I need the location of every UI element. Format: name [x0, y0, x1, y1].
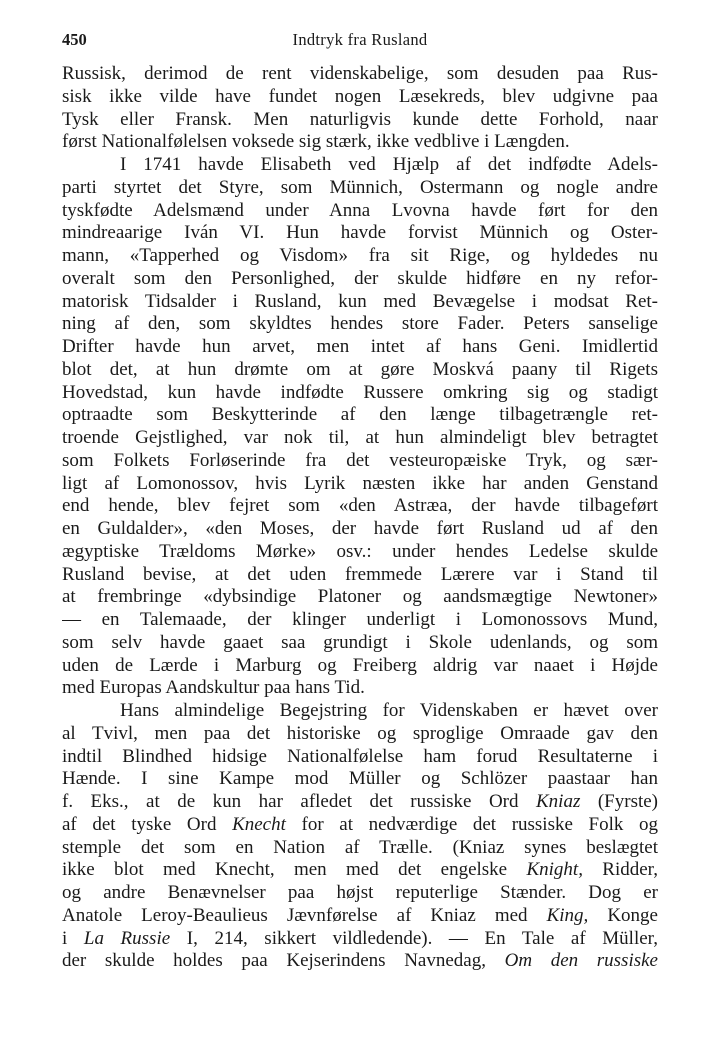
text-line: en Guldalder», «den Moses, der havde ført Rusland ud af den: [62, 518, 658, 539]
text-line: Drifter havde hun arvet, men intet af hans Geni. Imidlertid: [62, 336, 658, 357]
paragraph-start-line: Hans almindelige Begejstring for Videnskaben er hævet over: [120, 700, 658, 721]
text-line: [62, 928, 658, 951]
line-text: i: [62, 927, 84, 949]
text-line: Russisk, derimod de rent videnskabelige, som desuden paa Rus-: [62, 63, 658, 84]
line-text: (Fyrste): [580, 791, 658, 812]
line-text: I, 214, sikkert vildledende). — En Tale af Müller,: [170, 927, 658, 949]
line-text: Konge: [588, 904, 658, 926]
text-line: Tysk eller Fransk. Men naturligvis kunde dette Forhold, naar: [62, 108, 658, 130]
body-text: [62, 63, 658, 973]
text-line: ægyptiske Trældoms Mørke» osv.: under hendes Ledelse skulde: [62, 540, 658, 562]
text-line: al Tvivl, men paa det historiske og sproglige Omraade gav den: [62, 722, 658, 744]
text-line: at frembringe «dybsindige Platoner og aandsmægtige Newtoner»: [62, 586, 658, 608]
italic-term: King,: [546, 904, 589, 926]
line-text: f. Eks., at de kun har afledet det russiske Ord: [62, 791, 536, 812]
text-line: [62, 950, 658, 973]
line-text: ikke blot med Knecht, men med det engelske: [62, 859, 527, 881]
text-line: tyskfødte Adelsmænd under Anna Lvovna havde ført for den: [62, 199, 658, 221]
text-line: ning af den, som skyldtes hendes store Fader. Peters sanselige: [62, 313, 658, 335]
running-title: Indtryk fra Rusland: [292, 30, 428, 49]
text-line: Rusland bevise, at det uden fremmede Lærere var i Stand til: [62, 563, 658, 585]
text-line: stemple det som en Nation af Trælle. (Kniaz synes beslægtet: [62, 836, 658, 858]
text-line: først Nationalfølelsen voksede sig stærk, ikke vedblive i Længden.: [62, 131, 570, 153]
italic-term: Kniaz: [536, 791, 581, 812]
line-text: af det tyske Ord: [62, 813, 233, 835]
text-line: mindreaarige Iván VI. Hun havde forvist Münnich og Oster-: [62, 222, 658, 244]
text-line: med Europas Aandskultur paa hans Tid.: [62, 677, 365, 699]
line-text: for at nedværdige det russiske Folk og: [285, 813, 658, 835]
text-line: [62, 814, 658, 837]
text-line: som Folkets Forløserinde fra det vesteuropæiske Tryk, og sær-: [62, 449, 658, 471]
text-line: Hænde. I sine Kampe mod Müller og Schlözer paastaar han: [62, 768, 658, 790]
text-line: ligt af Lomonossov, hvis Lyrik næsten ikke har anden Genstand: [62, 472, 658, 494]
page-header: [62, 30, 658, 54]
text-line: som selv havde gaaet saa grundigt i Skole udenlands, og som: [62, 631, 658, 653]
text-line: troende Gejstlighed, var nok til, at hun almindeligt blev betragtet: [62, 427, 658, 448]
text-line: indtil Blindhed hidsige Nationalfølelse ham forud Resultaterne i: [62, 745, 658, 767]
text-line: [62, 905, 658, 928]
italic-title: La Russie: [83, 927, 171, 949]
paragraph-start-line: I 1741 havde Elisabeth ved Hjælp af det indfødte Adels-: [120, 154, 658, 175]
italic-term: Knight,: [526, 859, 583, 881]
text-line: optraadte som Beskytterinde af den længe tilbagetrængle ret-: [62, 404, 658, 426]
text-line: og andre Benævnelser paa højst reputerlige Stænder. Dog er: [62, 882, 658, 903]
italic-title: Om den russiske: [504, 950, 658, 972]
text-line: [62, 859, 658, 882]
text-line: overalt som den Personlighed, der skulde hidføre en ny refor-: [62, 267, 658, 289]
text-line: end hende, blev fejret som «den Astræa, der havde tilbageført: [62, 495, 658, 517]
text-line: Hovedstad, kun havde indfødte Russere omkring sig og stadigt: [62, 381, 658, 403]
text-line: uden de Lærde i Marburg og Freiberg aldrig var naaet i Højde: [62, 654, 658, 676]
italic-term: Knecht: [232, 813, 286, 835]
line-text: Ridder,: [582, 859, 658, 881]
line-text: Anatole Leroy-Beaulieus Jævnførelse af Kniaz med: [62, 904, 547, 926]
text-line: [62, 791, 658, 814]
text-line: parti styrtet det Styre, som Münnich, Ostermann og nogle andre: [62, 176, 658, 198]
page-number: 450: [62, 30, 87, 49]
text-line: blot det, at hun drømte om at gøre Moskvá paany til Rigets: [62, 358, 658, 380]
text-line: sisk ikke vilde have fundet nogen Læsekreds, blev udgivne paa: [62, 85, 658, 107]
text-line: mann, «Tapperhed og Visdom» fra sit Rige, og hyldedes nu: [62, 245, 658, 266]
line-text: der skulde holdes paa Kejserindens Navnedag,: [62, 950, 505, 972]
text-line: — en Talemaade, der klinger underligt i Lomonossovs Mund,: [62, 609, 658, 630]
text-line: matorisk Tidsalder i Rusland, kun med Bevægelse i modsat Ret-: [62, 290, 658, 312]
